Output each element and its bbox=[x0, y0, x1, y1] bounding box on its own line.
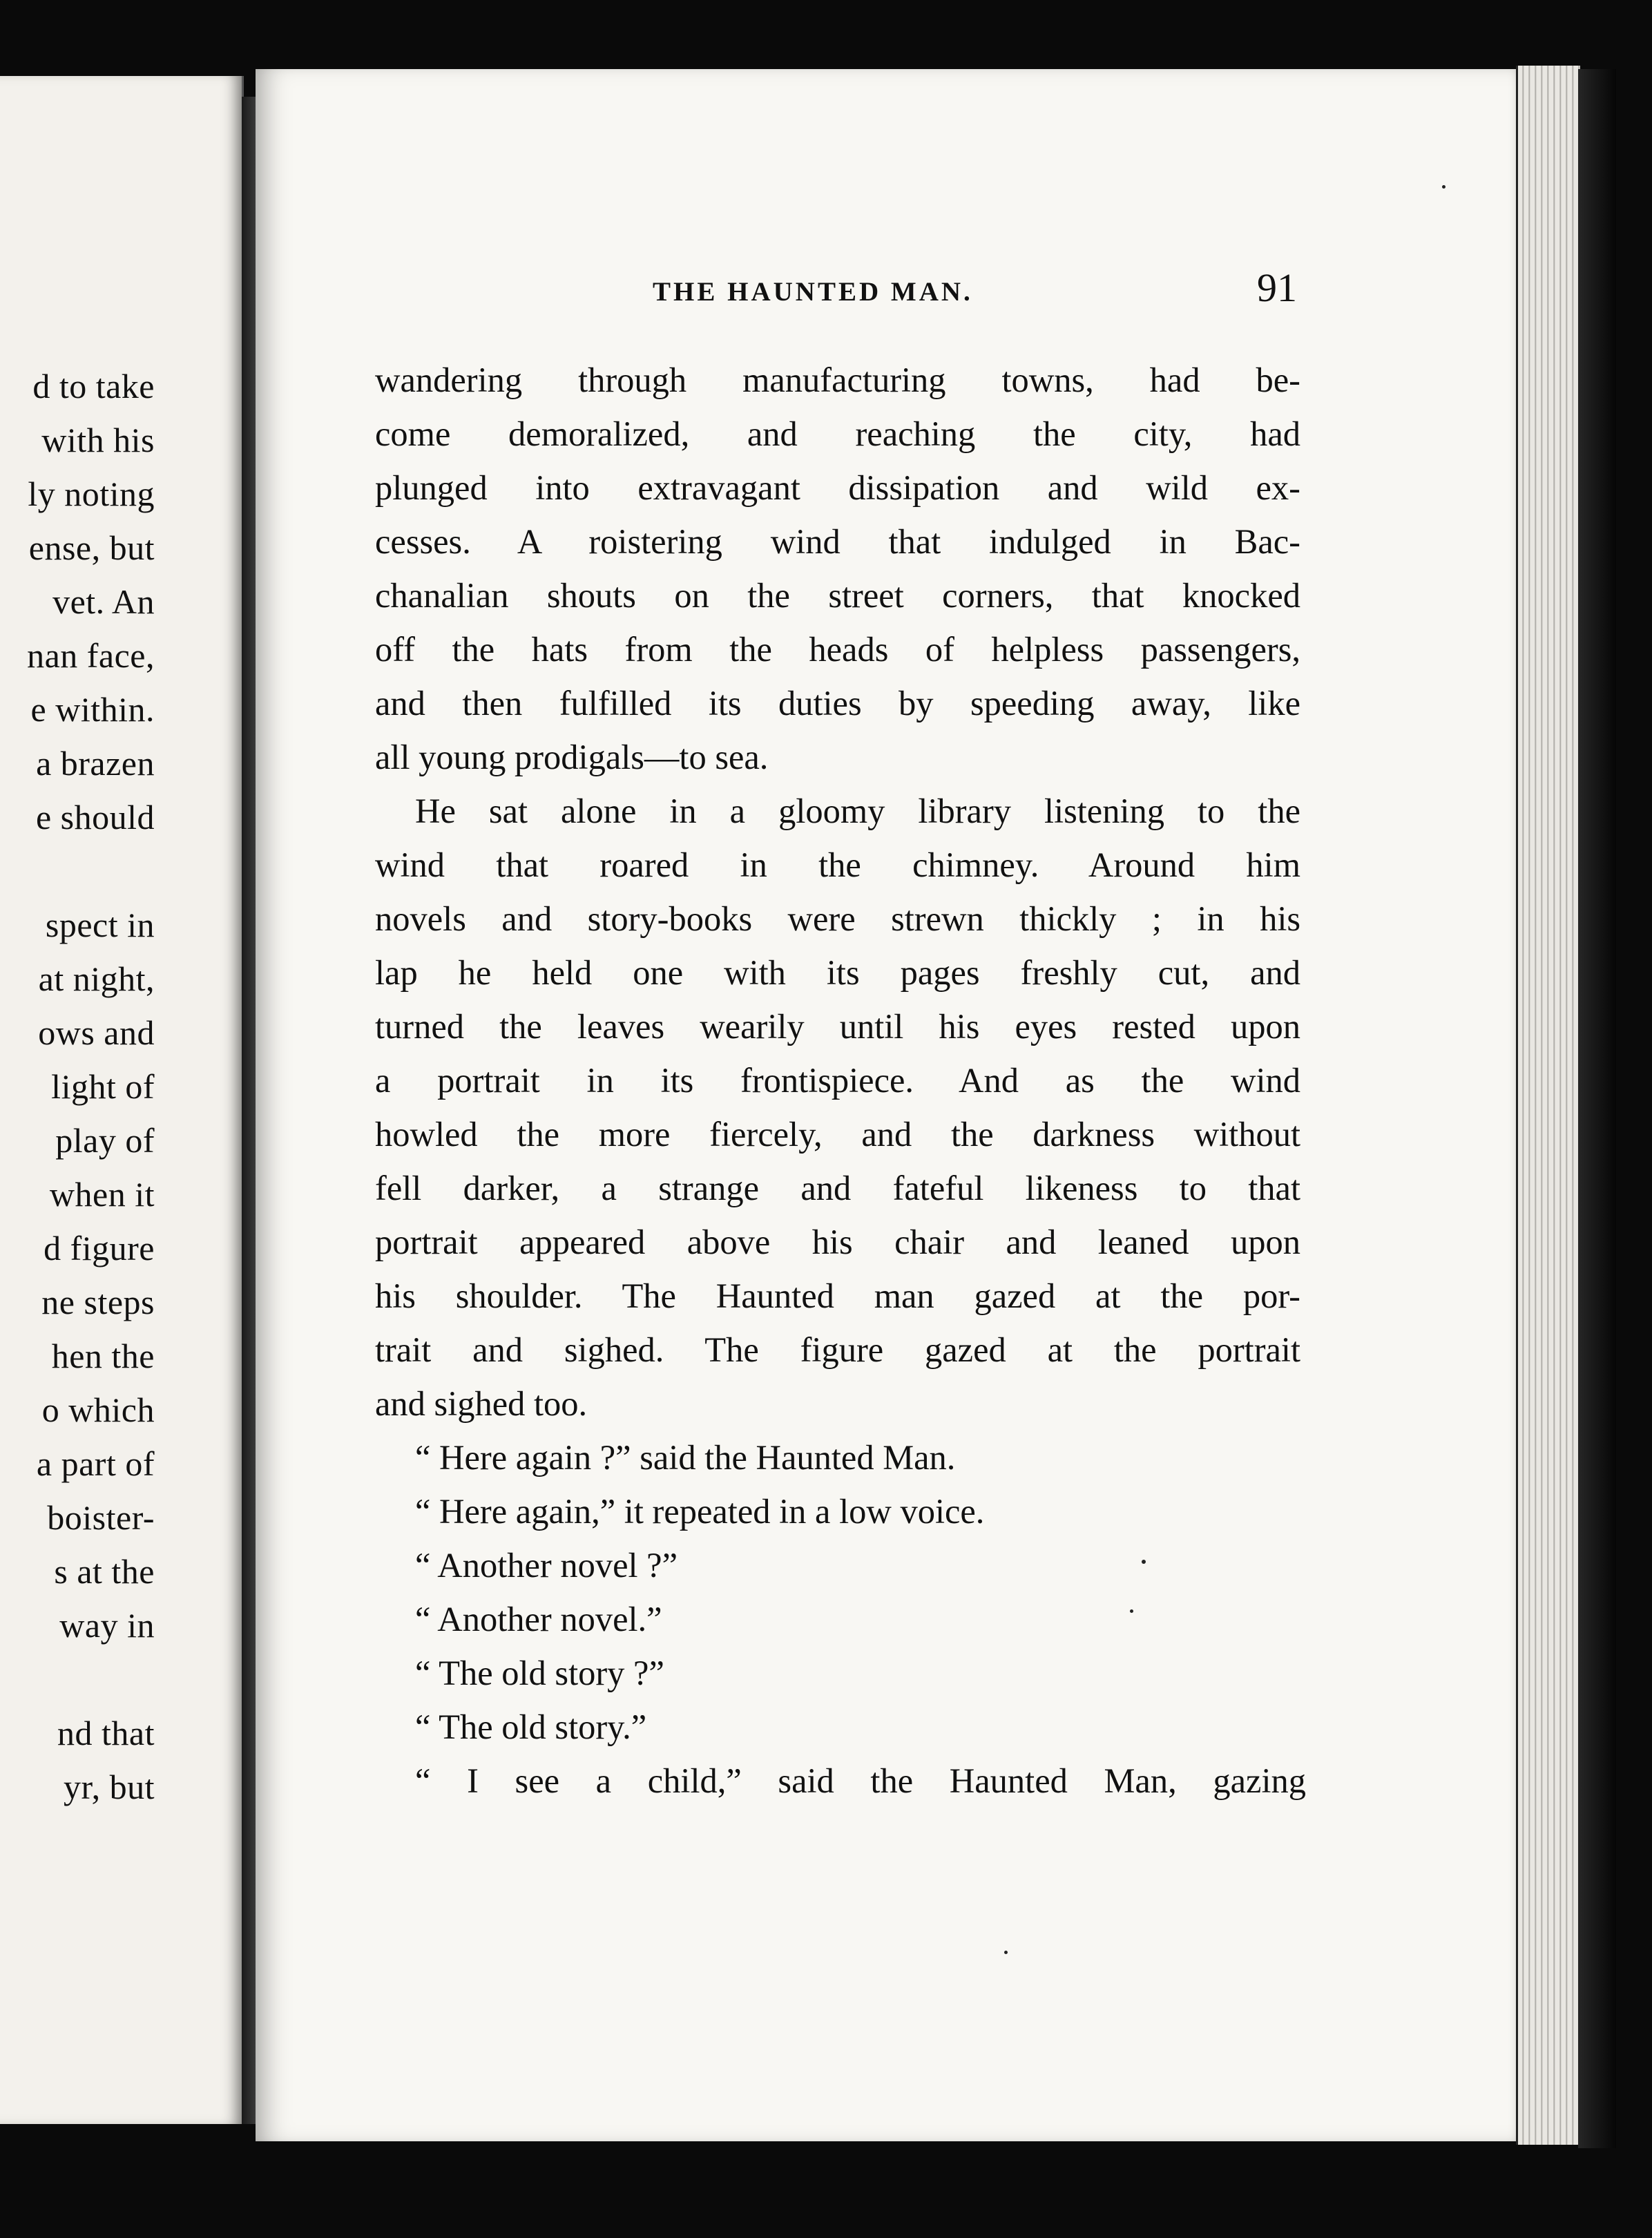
text-line: fell darker, a strange and fateful likeness to that bbox=[375, 1169, 1300, 1207]
dialogue-line: “ The old story.” bbox=[415, 1708, 647, 1746]
dialogue-line: “ I see a child,” said the Haunted Man, gazing bbox=[415, 1761, 1306, 1800]
left-line: play of bbox=[55, 1121, 155, 1160]
left-line: vet. An bbox=[52, 582, 155, 621]
text-line: all young prodigals—to sea. bbox=[375, 738, 769, 776]
left-line: e should bbox=[35, 798, 155, 836]
left-line: when it bbox=[49, 1175, 155, 1214]
text-line: portrait appeared above his chair and leaned upon bbox=[375, 1223, 1300, 1261]
left-line: ne steps bbox=[41, 1283, 155, 1321]
page-edge bbox=[1516, 66, 1580, 2145]
left-line: d figure bbox=[44, 1229, 155, 1268]
dialogue-line: “ Here again ?” said the Haunted Man. bbox=[415, 1438, 956, 1477]
text-line: wind that roared in the chimney. Around him bbox=[375, 845, 1300, 884]
dialogue-line: “ The old story ?” bbox=[415, 1654, 664, 1692]
dialogue-line: “ Here again,” it repeated in a low voice. bbox=[415, 1492, 985, 1531]
left-page bbox=[0, 76, 244, 2124]
left-line: boister- bbox=[47, 1498, 155, 1537]
text-line: turned the leaves wearily until his eyes rested upon bbox=[375, 1007, 1300, 1046]
page-number: 91 bbox=[1257, 265, 1297, 310]
left-line: e within. bbox=[30, 690, 155, 729]
left-line: d to take bbox=[32, 367, 155, 405]
left-line: yr, but bbox=[63, 1768, 155, 1806]
scan-speck bbox=[1442, 185, 1446, 189]
text-line: He sat alone in a gloomy library listening to the bbox=[415, 792, 1300, 830]
left-line: light of bbox=[51, 1067, 155, 1106]
left-line: hen the bbox=[51, 1337, 155, 1375]
right-page bbox=[256, 69, 1519, 2141]
left-line: nan face, bbox=[27, 636, 155, 675]
text-line: a portrait in its frontispiece. And as the wind bbox=[375, 1061, 1300, 1100]
text-line: howled the more fiercely, and the darkness without bbox=[375, 1115, 1300, 1154]
left-line: ows and bbox=[38, 1013, 155, 1052]
left-line: spect in bbox=[45, 906, 155, 944]
dialogue-line: “ Another novel.” bbox=[415, 1600, 662, 1638]
left-line: s at the bbox=[54, 1552, 155, 1591]
text-line: novels and story-books were strewn thickly ; in his bbox=[375, 899, 1300, 938]
left-line: a part of bbox=[36, 1444, 155, 1483]
running-head: THE HAUNTED MAN. bbox=[653, 277, 973, 307]
left-line: at night, bbox=[38, 959, 155, 998]
left-line: a brazen bbox=[36, 744, 155, 783]
text-line: chanalian shouts on the street corners, that knocked bbox=[375, 576, 1300, 615]
text-line: his shoulder. The Haunted man gazed at the por- bbox=[375, 1276, 1300, 1315]
left-line: ense, but bbox=[28, 528, 155, 567]
text-line: wandering through manufacturing towns, had be- bbox=[375, 361, 1300, 399]
dialogue-line: “ Another novel ?” bbox=[415, 1546, 678, 1585]
text-line: plunged into extravagant dissipation and wild ex- bbox=[375, 468, 1300, 507]
left-line: way in bbox=[59, 1606, 155, 1645]
left-line: nd that bbox=[57, 1714, 155, 1752]
scan-speck bbox=[1004, 1951, 1008, 1954]
text-line: off the hats from the heads of helpless passengers, bbox=[375, 630, 1300, 669]
scan-speck bbox=[1130, 1609, 1133, 1613]
text-line: come demoralized, and reaching the city, had bbox=[375, 414, 1300, 453]
left-line: o which bbox=[41, 1390, 155, 1429]
scan-speck bbox=[1142, 1560, 1146, 1564]
text-line: and then fulfilled its duties by speeding away, like bbox=[375, 684, 1300, 723]
left-line: with his bbox=[41, 421, 155, 459]
left-line: ly noting bbox=[28, 475, 155, 513]
text-line: lap he held one with its pages freshly cut, and bbox=[375, 953, 1300, 992]
text-line: and sighed too. bbox=[375, 1384, 588, 1423]
text-line: trait and sighed. The figure gazed at the portrait bbox=[375, 1330, 1300, 1369]
text-line: cesses. A roistering wind that indulged in Bac- bbox=[375, 522, 1300, 561]
cover-edge bbox=[1578, 69, 1616, 2148]
